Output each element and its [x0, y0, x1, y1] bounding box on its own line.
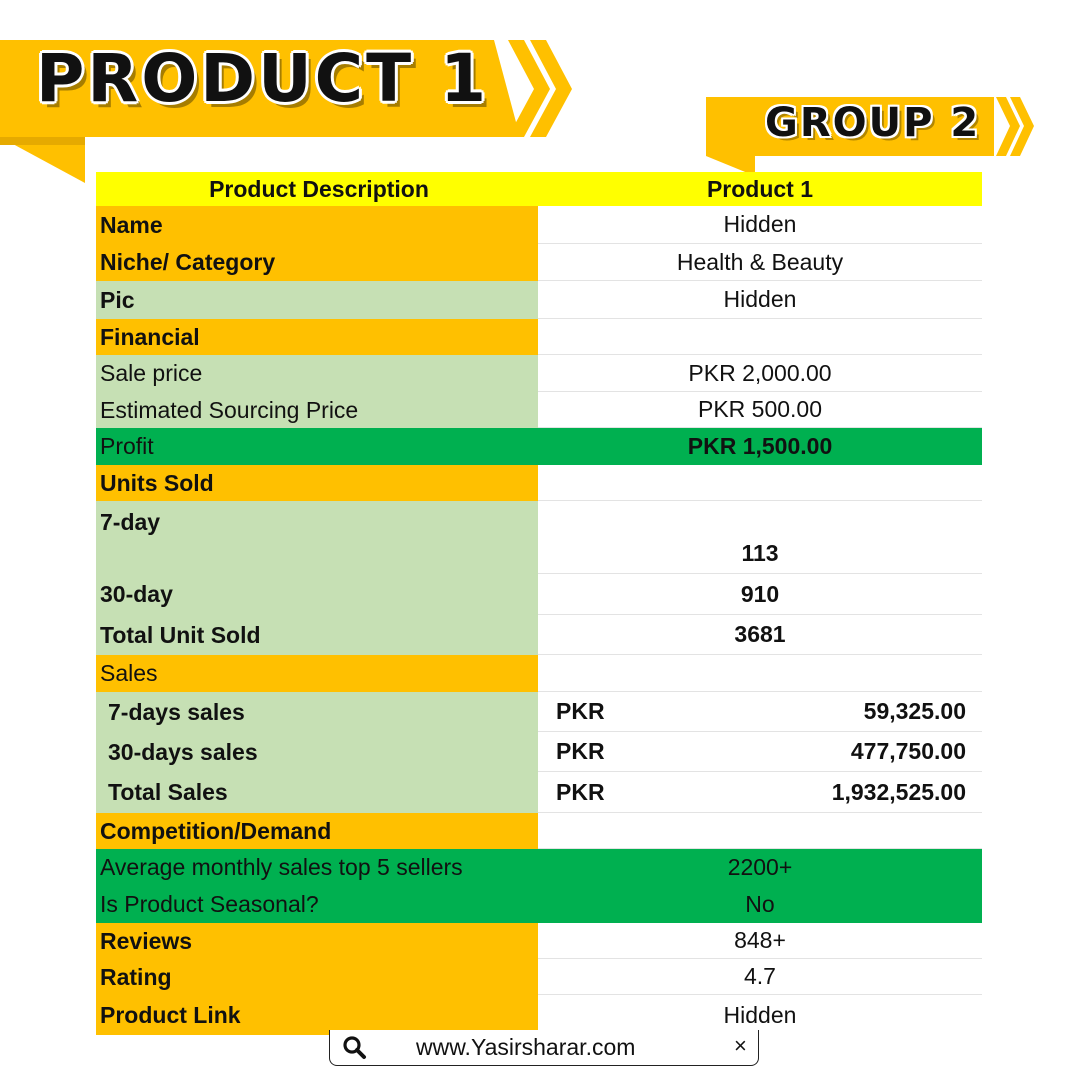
- table-row: [96, 574, 982, 615]
- section-row: [96, 655, 982, 692]
- section-label: Financial: [96, 319, 538, 355]
- row-label: Rating: [96, 959, 538, 995]
- amount: 59,325.00: [863, 698, 966, 724]
- row-value: 3681: [538, 615, 982, 655]
- row-value: Hidden: [538, 206, 982, 244]
- row-value: Health & Beauty: [538, 244, 982, 281]
- currency-label: PKR: [556, 698, 605, 724]
- row-label: Profit: [100, 433, 154, 459]
- section-row: [96, 319, 982, 355]
- table-row: [96, 772, 982, 813]
- header-value: Product 1: [538, 172, 982, 206]
- currency-label: PKR: [556, 738, 605, 764]
- row-value: Hidden: [538, 281, 982, 319]
- row-value: PKR 500.00: [538, 392, 982, 428]
- table-row: [96, 244, 982, 281]
- amount: 1,932,525.00: [831, 778, 966, 805]
- row-label: Average monthly sales top 5 sellers: [100, 854, 463, 880]
- search-icon[interactable]: [342, 1035, 368, 1061]
- row-value: 113: [538, 501, 982, 574]
- table-row: [96, 849, 982, 886]
- header-label: Product Description: [96, 172, 538, 206]
- section-label: Competition/Demand: [96, 813, 538, 849]
- url-text[interactable]: www.Yasirsharar.com: [416, 1034, 636, 1060]
- row-label: Product Link: [96, 995, 538, 1035]
- empty-cell: [538, 465, 982, 501]
- title-banner-shadow: [0, 137, 85, 145]
- search-bar[interactable]: [329, 1030, 759, 1066]
- product-table: [96, 172, 982, 1035]
- row-value: PKR 2,000.00: [538, 355, 982, 392]
- page-title: PRODUCT 1: [36, 40, 490, 117]
- row-label: 30-days sales: [96, 732, 538, 772]
- section-label: Units Sold: [96, 465, 538, 501]
- group-label: GROUP 2: [765, 100, 981, 146]
- row-value: 4.7: [538, 959, 982, 995]
- row-value: 848+: [538, 923, 982, 959]
- row-value: PKR 1,500.00: [687, 433, 833, 459]
- row-label: Sale price: [96, 355, 538, 392]
- row-label: Total Unit Sold: [96, 615, 538, 655]
- empty-cell: [538, 813, 982, 849]
- row-label: 30-day: [96, 574, 538, 615]
- row-value: 2200+: [727, 854, 793, 880]
- row-value: 910: [538, 574, 982, 615]
- row-value: [538, 692, 982, 732]
- row-label: Estimated Sourcing Price: [96, 392, 538, 428]
- table-row: [96, 923, 982, 959]
- section-label: Sales: [96, 655, 538, 692]
- row-label: Reviews: [96, 923, 538, 959]
- table-header: [96, 172, 982, 206]
- currency-label: PKR: [556, 778, 605, 805]
- section-row: [96, 813, 982, 849]
- section-row: [96, 465, 982, 501]
- table-row: [96, 206, 982, 244]
- row-label: Total Sales: [96, 772, 538, 813]
- row-label: Pic: [96, 281, 538, 319]
- row-label: Name: [96, 206, 538, 244]
- row-label: 7-day: [96, 501, 538, 574]
- table-row: [96, 355, 982, 392]
- row-label: 7-days sales: [96, 692, 538, 732]
- table-row: [96, 732, 982, 772]
- row-value: [538, 732, 982, 772]
- profit-row: [96, 428, 982, 465]
- close-icon[interactable]: ×: [734, 1033, 747, 1058]
- row-label: Is Product Seasonal?: [100, 891, 319, 917]
- row-label: Niche/ Category: [96, 244, 538, 281]
- empty-cell: [538, 319, 982, 355]
- table-row: [96, 615, 982, 655]
- table-row: [96, 281, 982, 319]
- amount: 477,750.00: [850, 738, 966, 764]
- table-row: [96, 886, 982, 923]
- table-row: [96, 501, 982, 574]
- table-row: [96, 995, 982, 1035]
- table-row: [96, 959, 982, 995]
- row-value: [538, 772, 982, 813]
- row-value: No: [745, 891, 775, 917]
- table-row: [96, 392, 982, 428]
- empty-cell: [538, 655, 982, 692]
- table-row: [96, 692, 982, 732]
- row-value: Hidden: [538, 995, 982, 1035]
